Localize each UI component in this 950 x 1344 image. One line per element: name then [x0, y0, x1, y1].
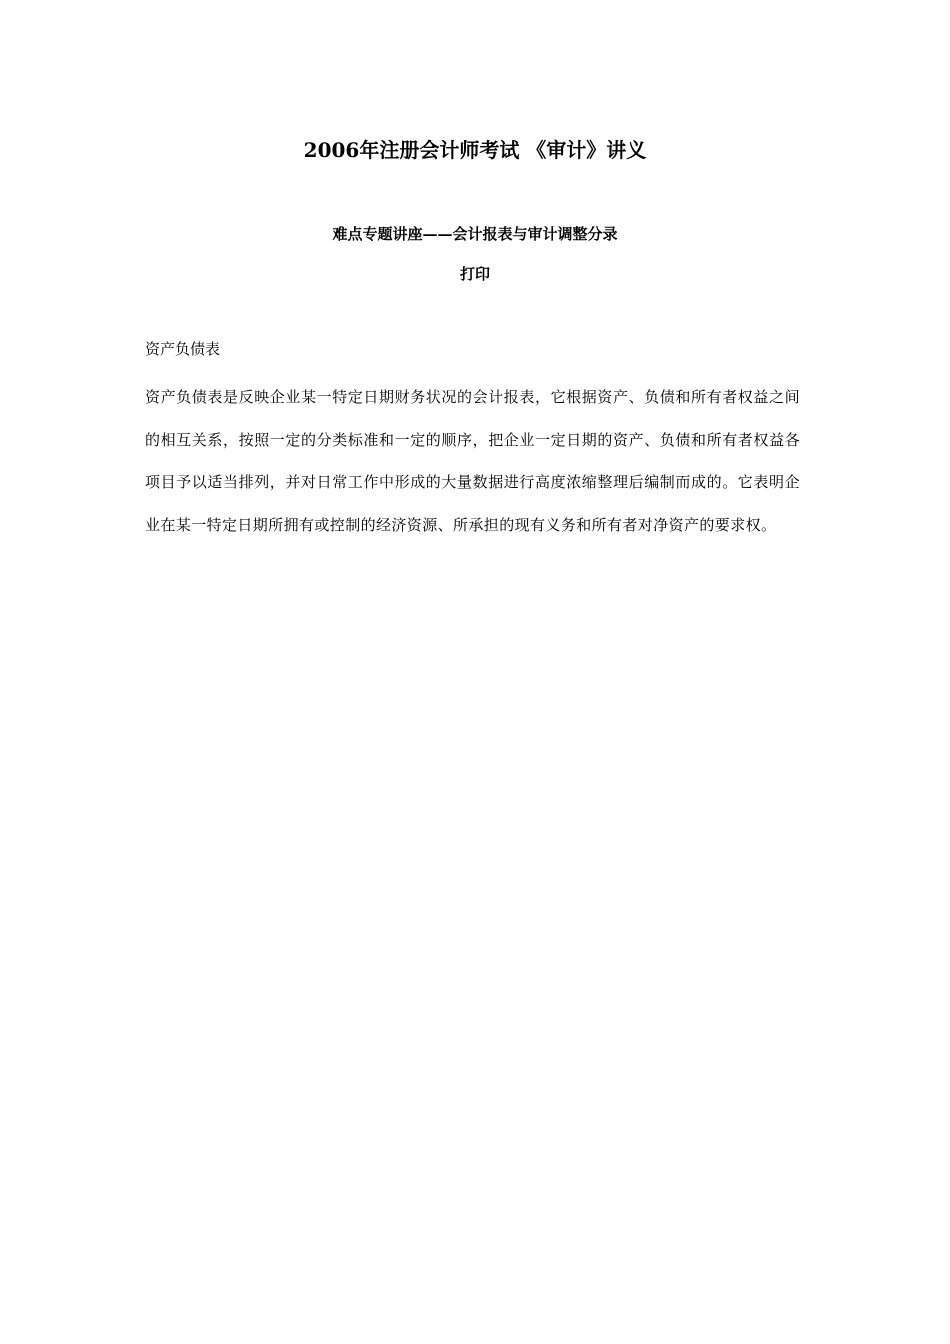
section-heading: 资产负债表 — [145, 340, 221, 358]
body-paragraph: 资产负债表是反映企业某一特定日期财务状况的会计报表，它根据资产、负债和所有者权益之间的相互关系，按照一定的分类标准和一定的顺序，把企业一定日期的资产、负债和所有者权益各项目予以适当排列，并对日常工作中形成的大量数据进行高度浓缩整理后编制而成的。它表明企业在某一特定日期所拥有或控制的经济资源、所承担的现有义务和所有者对净资产的要求权。 — [145, 388, 800, 534]
document-title: 2006年注册会计师考试 《审计》讲义 — [303, 138, 647, 162]
document-subtitle: 难点专题讲座——会计报表与审计调整分录 — [332, 225, 618, 243]
print-link-row — [0, 262, 950, 286]
print-link[interactable]: 打印 — [459, 265, 490, 283]
